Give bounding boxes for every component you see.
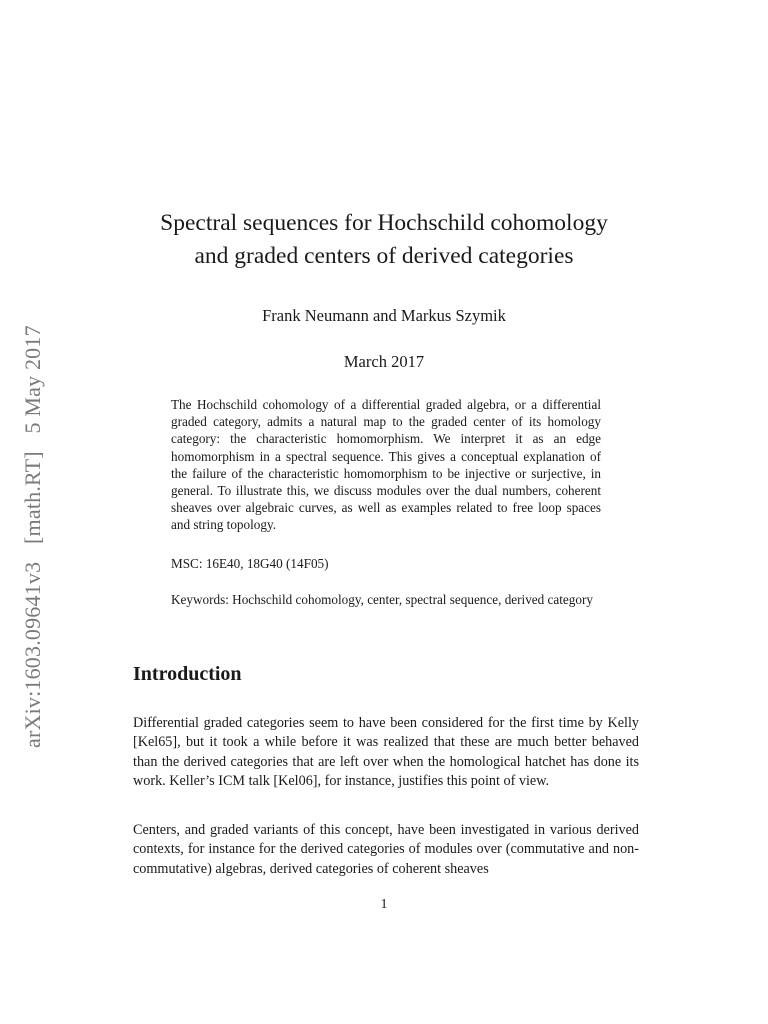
abstract: The Hochschild cohomology of a differential graded algebra, or a differential graded category, admits a natural map to the graded center of its homology category: the characteristic homomorphism. We interpret it as an edge homomorphism in a spectral sequence. This gives a conceptual explanation of the failure of the characteristic homomorphism to be injective or surjective, in general. To illustrate this, we discuss modules over the dual numbers, coherent sheaves over algebraic curves, as well as examples related to free loop spaces and string topology. bbox=[171, 397, 601, 533]
arxiv-sidebar-stamp bbox=[20, 298, 46, 748]
paper-date: March 2017 bbox=[343, 352, 425, 371]
arxiv-date: 5 May 2017 bbox=[20, 325, 45, 434]
section-heading: Introduction bbox=[133, 663, 242, 685]
paper-title bbox=[100, 207, 668, 273]
keywords: Keywords: Hochschild cohomology, center, spectral sequence, derived category bbox=[171, 592, 593, 607]
msc-classification: MSC: 16E40, 18G40 (14F05) bbox=[171, 556, 329, 571]
intro-paragraph: Centers, and graded variants of this concept, have been investigated in various derived contexts, for instance for the derived categories of modules over (commutative and non-commutative) algebras, derived categories of coherent sheaves bbox=[133, 822, 639, 877]
title-line-1: Spectral sequences for Hochschild cohomology bbox=[160, 210, 608, 236]
arxiv-category: [math.RT] bbox=[20, 451, 45, 544]
page-number: 1 bbox=[380, 897, 388, 912]
arxiv-id: arXiv:1603.09641v3 bbox=[20, 561, 45, 748]
authors: Frank Neumann and Markus Szymik bbox=[262, 306, 506, 325]
intro-paragraph: Differential graded categories seem to have been considered for the first time by Kelly [Kel65], but it took a while before it was realized that these are much better behaved than the derived categories that are left over when the homological hatchet has done its work. Keller’s ICM talk [Kel06], for instance, justifies this point of view. bbox=[133, 715, 639, 790]
title-line-2: and graded centers of derived categories bbox=[194, 243, 574, 269]
